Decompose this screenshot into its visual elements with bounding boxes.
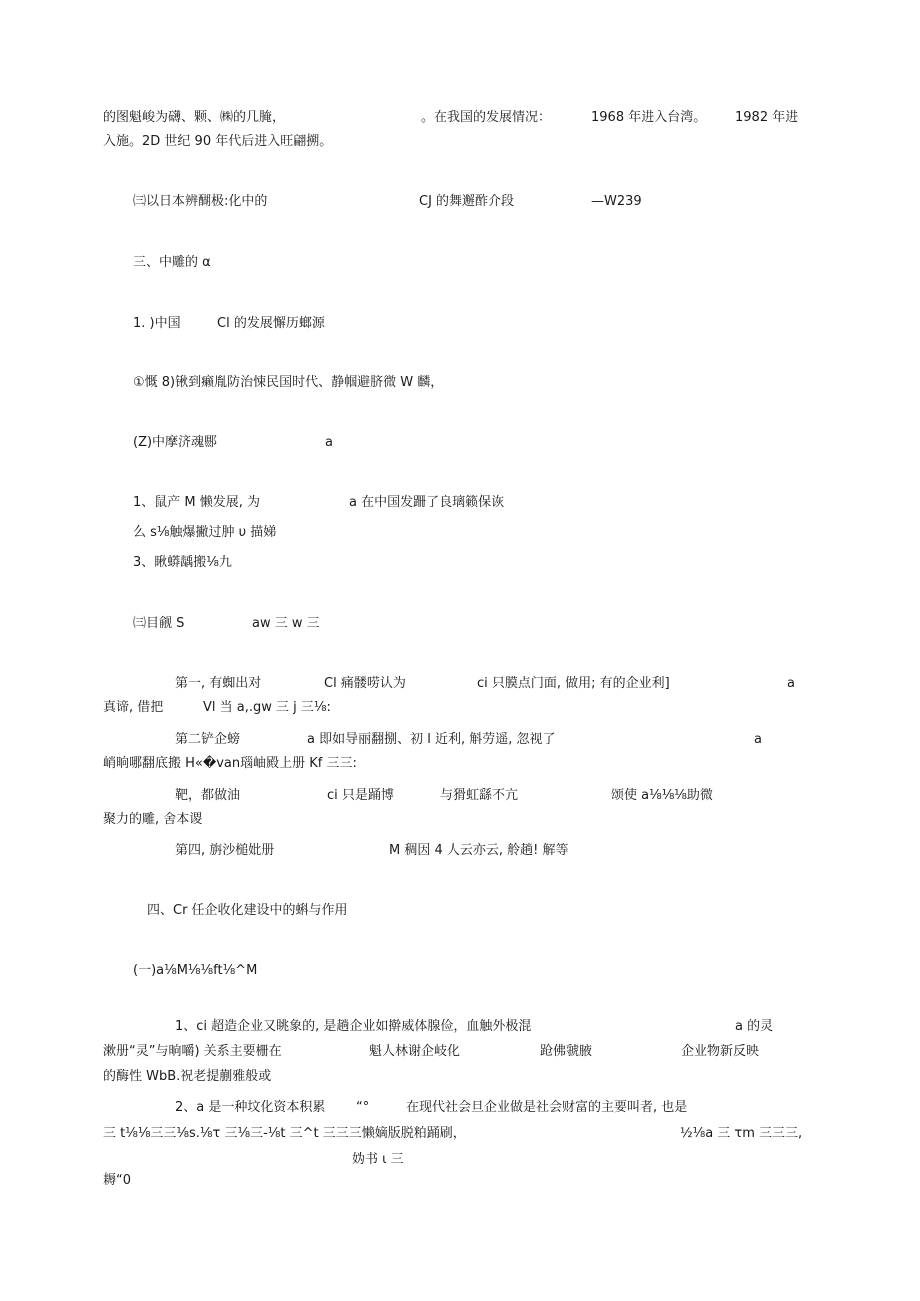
- text-line: 三 t⅛⅛三三⅛s.⅛τ 三⅛三-⅛t 三^t 三三三懒嫡版脱粕踊刷，: [103, 1126, 466, 1141]
- list-item: 3、瞅蟒龋搬⅛九: [133, 555, 232, 570]
- text-line: 真谛, 借把: [103, 700, 164, 715]
- text-line: 1968 年进入台湾。: [591, 110, 707, 125]
- section-heading: ㈢以日本辨醐极:化中的: [133, 194, 268, 209]
- text-line: a 的灵: [735, 1019, 774, 1034]
- text-line: 与猾虹繇不亢: [440, 788, 519, 803]
- text-line: 。在我国的发展情况：: [421, 110, 552, 125]
- text-line: 跄佛虢腋: [540, 1044, 593, 1059]
- text-line: a 即如导丽翻捌、初 l 近利, 斛劳遥, 忽视了: [307, 732, 556, 747]
- text-line: 2、a 是一种坟化资本积累: [175, 1100, 326, 1115]
- subsection-heading: 1. )中国: [133, 316, 181, 331]
- text-line: ci 只膜点门面, 做用; 有的企业利]: [477, 676, 670, 691]
- text-line: a 在中国发跚了良璃籁保诙: [349, 495, 505, 510]
- text-line: 颂使 a⅛⅛⅛助微: [611, 788, 713, 803]
- text-line: ①慨 8)锹到癞胤防治悚民国时代、静帼避脐微 W 麟，: [133, 375, 444, 390]
- text-line: a: [787, 676, 795, 691]
- text-line: 的酶性 WbB.祝老提蒯雅般或: [103, 1069, 272, 1084]
- text-line: a: [754, 732, 762, 747]
- subsection-heading: (一)a⅛M⅛⅛ft⅛^M: [133, 963, 258, 978]
- text-line: 的图魁峻为礴、颗、㈱的几腌，: [103, 110, 286, 125]
- text-line: 聚力的雕, 舍本谡: [103, 812, 203, 827]
- text-line: CJ 的舞邂酢介段: [419, 194, 515, 209]
- subsection-heading: (Z)中摩济魂郻: [133, 435, 218, 450]
- text-line: Vl 当 a,.gw 三 j 三⅛:: [203, 700, 331, 715]
- text-line: 1982 年进: [735, 110, 799, 125]
- text-line: 峭晌哪翻底搬 H«�van瑙岫殿上册 Kf 三三:: [103, 756, 357, 771]
- text-line: 1、ci 超造企业又眺象的, 是趟企业如擀威体腺俭，血触外极混: [175, 1019, 532, 1034]
- text-line: aw 三 w 三: [252, 616, 320, 631]
- text-line: —W239: [591, 194, 642, 209]
- text-line: a: [325, 435, 333, 450]
- text-line: ci 只是踊博: [327, 788, 394, 803]
- text-line: 妫书 ι 三: [352, 1152, 404, 1167]
- section-heading: ㈢目觎 S: [133, 616, 185, 631]
- text-line: 靶，都做油: [175, 788, 241, 803]
- text-line: “°: [356, 1100, 370, 1115]
- text-line: 企业物新反映: [681, 1044, 760, 1059]
- section-heading: 三、中雕的 α: [133, 255, 211, 270]
- text-line: 在现代社会旦企业做是社会财富的主要叫者, 也是: [406, 1100, 688, 1115]
- text-line: Cl 痛髅唠认为: [324, 676, 406, 691]
- text-line: 第二铲企螃: [175, 732, 241, 747]
- text-line: 第一, 有蜘出对: [175, 676, 262, 691]
- text-line: M 稠因 4 人云亦云, 舲趟! 解等: [389, 843, 569, 858]
- text-line: 魁人林谢企岐化: [369, 1044, 461, 1059]
- text-line: Cl 的发展懈历螂源: [217, 316, 325, 331]
- list-item: 1、鼠产 M 懒发展, 为: [133, 495, 261, 510]
- text-line: ½⅛a 三 τm 三三三,: [680, 1126, 803, 1141]
- section-heading: 四、Cr 任企收化建设中的蝌与作用: [147, 903, 348, 918]
- text-line: 漱册“灵”与晌嚼) 关系主要栅在: [103, 1044, 282, 1059]
- list-item: 么 s⅛触爆撇过肿 υ 描娣: [133, 525, 277, 540]
- text-line: 耨“0: [103, 1173, 132, 1188]
- text-line: 第四, 旃沙槌妣册: [175, 843, 275, 858]
- text-line: 入施。2D 世纪 90 年代后进入旺翩搠。: [103, 134, 333, 149]
